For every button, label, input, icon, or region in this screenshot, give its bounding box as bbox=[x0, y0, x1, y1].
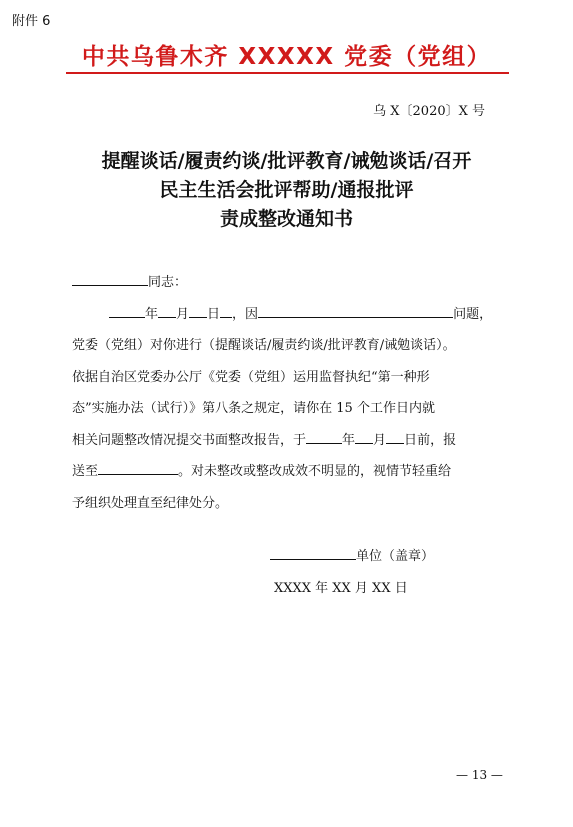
deadline-text: 相关问题整改情况提交书面整改报告，于 bbox=[72, 432, 307, 448]
problem-label: 问题， bbox=[453, 306, 493, 322]
body-line-1 bbox=[72, 299, 512, 331]
problem-blank bbox=[258, 303, 453, 318]
title-line-3: 责成整改通知书 bbox=[219, 208, 353, 230]
signature-line bbox=[270, 545, 434, 564]
deadline-year-label: 年 bbox=[342, 432, 356, 448]
doc-number: 乌 X〔2020〕X 号 bbox=[373, 104, 485, 119]
month-label: 月 bbox=[176, 306, 190, 322]
attachment-label: 附件 6 bbox=[12, 14, 51, 29]
deadline-suffix: 前，报 bbox=[417, 432, 457, 448]
day-label: 日 bbox=[207, 306, 221, 322]
month-blank bbox=[158, 303, 176, 318]
consequence-text: 。对未整改或整改成效不明显的，视情节轻重给 bbox=[178, 464, 452, 479]
year-blank bbox=[109, 303, 145, 318]
title-line-2: 民主生活会批评帮助/通报批评 bbox=[159, 179, 414, 201]
org-header: 中共乌鲁木齐 XXXXX 党委（党组） bbox=[81, 44, 492, 70]
send-to-label: 送至 bbox=[72, 464, 99, 479]
deadline-month-label: 月 bbox=[373, 432, 387, 448]
day-blank bbox=[189, 303, 207, 318]
because-label: ，因 bbox=[232, 306, 259, 322]
salutation-line bbox=[72, 267, 512, 299]
body-line-5 bbox=[72, 425, 512, 457]
body-line-4: 态”实施办法（试行）》第八条之规定，请你在 15 个工作日内就 bbox=[72, 401, 435, 416]
red-rule bbox=[66, 72, 509, 74]
notice-body bbox=[72, 267, 512, 519]
day-tail-blank bbox=[220, 303, 232, 318]
deadline-day-blank bbox=[386, 429, 404, 444]
body-line-6 bbox=[72, 456, 512, 488]
issue-date: XXXX 年 XX 月 XX 日 bbox=[274, 581, 408, 596]
deadline-month-blank bbox=[355, 429, 373, 444]
document-title bbox=[0, 147, 573, 234]
salutation-suffix: 同志： bbox=[148, 275, 188, 290]
body-line-3: 依据自治区党委办公厅《党委（党组）运用监督执纪“第一种形 bbox=[72, 369, 430, 385]
page-number: — 13 — bbox=[456, 768, 503, 782]
body-line-2: 党委（党组）对你进行（提醒谈话/履责约谈/批评教育/诫勉谈话）。 bbox=[72, 338, 456, 353]
deadline-year-blank bbox=[306, 429, 342, 444]
year-label: 年 bbox=[145, 306, 159, 322]
signature-suffix: 单位（盖章） bbox=[356, 549, 435, 564]
deadline-day-label: 日 bbox=[404, 432, 418, 448]
title-line-1: 提醒谈话/履责约谈/批评教育/诫勉谈话/召开 bbox=[101, 150, 472, 172]
name-blank bbox=[72, 271, 148, 286]
recipient-blank bbox=[98, 460, 178, 475]
body-line-7: 予组织处理直至纪律处分。 bbox=[72, 495, 229, 511]
unit-blank bbox=[270, 545, 356, 560]
